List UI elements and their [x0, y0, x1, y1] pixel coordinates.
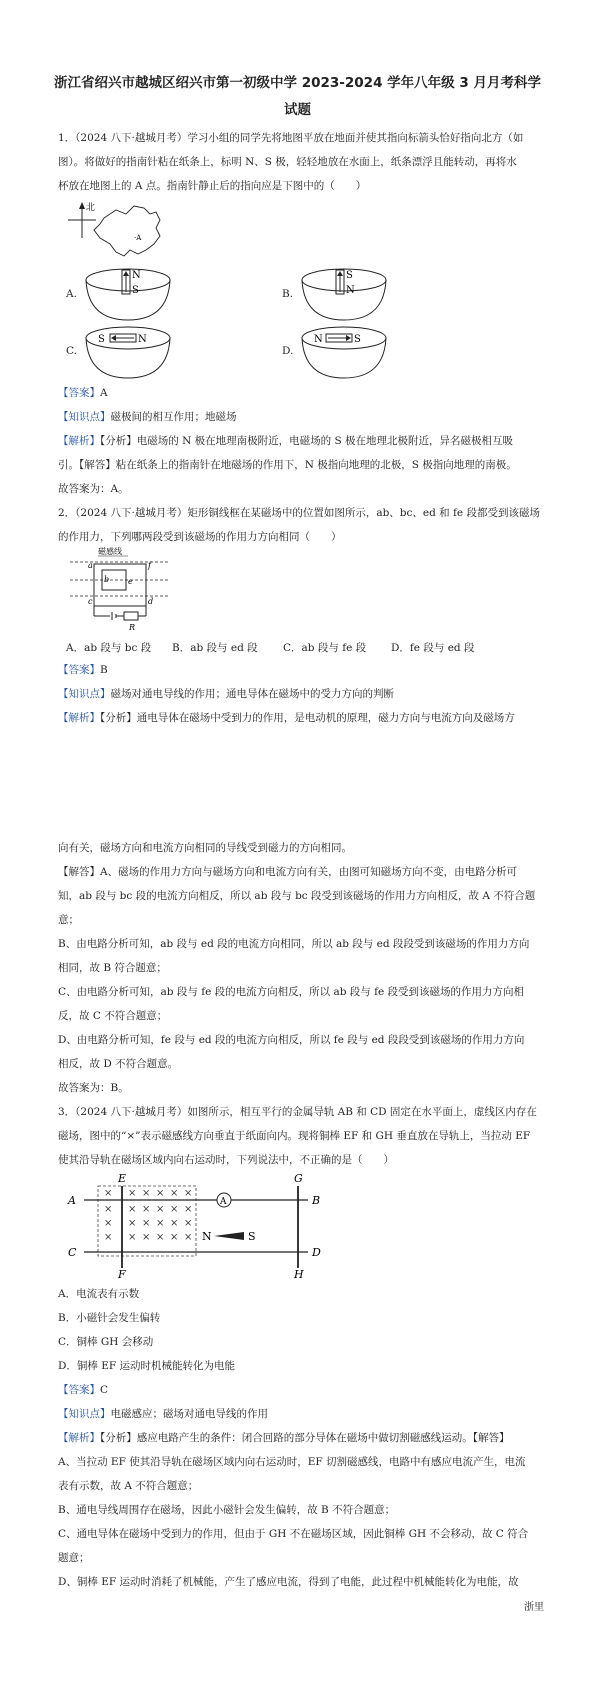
q2-analysis-cont9: D、由电路分析可知，fe 段与 ed 段的电流方向相反，所以 fe 段与 ed 段段受到该磁场的作用力方向 [58, 1034, 525, 1046]
q2-option-c[interactable]: C．ab 段与 fe 段 [283, 642, 367, 654]
q2-analysis-cont8: 反，故 C 不符合题意； [58, 1010, 168, 1022]
q3-answer: 【答案】C [58, 1384, 109, 1396]
svg-text:×: × [184, 1188, 193, 1199]
q3-option-b[interactable]: B．小磁针会发生偏转 [58, 1312, 161, 1324]
svg-text:×: × [156, 1218, 165, 1229]
q3-analysis-line6: 题意； [58, 1552, 90, 1564]
q1-answer: 【答案】A [58, 387, 108, 399]
page-footer: 浙里 [524, 1602, 544, 1613]
q3-analysis-line4: B、通电导线周围存在磁场，因此小磁针会发生偏转，故 B 不符合题意； [58, 1504, 396, 1516]
svg-text:a: a [88, 561, 93, 570]
svg-text:e: e [128, 577, 133, 586]
svg-text:磁感线: 磁感线 [98, 547, 122, 556]
q2-circuit-figure [66, 546, 176, 632]
svg-text:×: × [128, 1188, 137, 1199]
svg-text:×: × [170, 1218, 179, 1229]
svg-text:G: G [294, 1172, 303, 1185]
svg-text:d: d [148, 597, 154, 606]
svg-text:×: × [142, 1232, 151, 1243]
q2-stem-line2: 的作用力，下列哪两段受到该磁场的作用力方向相同（ ） [58, 531, 342, 543]
q2-option-a[interactable]: A．ab 段与 bc 段 [66, 642, 152, 654]
svg-text:×: × [156, 1232, 165, 1243]
north-label: 北 [86, 203, 96, 213]
q3-knowledge-point: 【知识点】电磁感应；磁场对通电导线的作用 [58, 1408, 268, 1420]
svg-text:×: × [142, 1218, 151, 1229]
q3-option-d[interactable]: D．铜棒 EF 运动时机械能转化为电能 [58, 1360, 236, 1372]
q2-knowledge-point: 【知识点】磁场对通电导线的作用；通电导体在磁场中的受力方向的判断 [58, 688, 394, 700]
svg-text:H: H [294, 1268, 304, 1278]
q3-stem-line3: 使其沿导轨在磁场区域内向右运动时，下列说法中，不正确的是（ ） [58, 1154, 394, 1166]
q1-option-b-label[interactable]: B. [282, 288, 294, 300]
q2-analysis-cont5: B、由电路分析可知，ab 段与 ed 段的电流方向相同，所以 ab 段与 ed 段段受到该磁场的作用力方向 [58, 938, 530, 950]
svg-text:S: S [354, 334, 361, 345]
q1-knowledge-point: 【知识点】磁极间的相互作用；地磁场 [58, 411, 237, 423]
q3-stem-line2: 磁场，图中的“×”表示磁感线方向垂直于纸面向内。现将铜棒 EF 和 GH 垂直放在导轨上，当拉动 EF [58, 1130, 531, 1142]
svg-text:×: × [128, 1218, 137, 1229]
q3-option-c[interactable]: C．铜棒 GH 会移动 [58, 1336, 154, 1348]
q1-analysis-line2: 引。【解答】粘在纸条上的指南针在地磁场的作用下，N 极指向地理的北极，S 极指向地理的南极。 [58, 459, 517, 471]
q1-option-a-label[interactable]: A. [66, 288, 77, 300]
svg-text:c: c [88, 597, 93, 606]
q1-option-b-bowl[interactable] [300, 266, 388, 322]
q2-analysis-cont6: 相同，故 B 符合题意； [58, 962, 167, 974]
q2-analysis-cont4: 意； [58, 914, 79, 926]
q2-analysis-cont2: 【解答】A、磁场的作用力方向与磁场方向和电流方向有关，由图可知磁场方向不变，由电路分析可 [58, 866, 518, 878]
svg-text:R: R [129, 623, 136, 632]
q3-analysis-line2: A、当拉动 EF 使其沿导轨在磁场区域内向右运动时，EF 切割磁感线，电路中有感应电流产生，电流 [58, 1456, 526, 1468]
q2-analysis-cont10: 相反，故 D 不符合题意。 [58, 1058, 179, 1070]
svg-text:S: S [132, 285, 139, 296]
svg-text:×: × [170, 1204, 179, 1215]
svg-text:N: N [346, 285, 355, 296]
svg-text:×: × [170, 1188, 179, 1199]
svg-text:C: C [68, 1246, 77, 1259]
page-title: 浙江省绍兴市越城区绍兴市第一初级中学 2023-2024 学年八年级 3 月月考科学 [54, 75, 541, 91]
q3-option-a[interactable]: A．电流表有示数 [58, 1288, 140, 1300]
svg-text:×: × [104, 1232, 113, 1243]
q3-analysis-line7: D、铜棒 EF 运动时消耗了机械能，产生了感应电流，得到了电能，此过程中机械能转化为电能，故 [58, 1576, 519, 1588]
svg-text:×: × [104, 1204, 113, 1215]
q2-option-d[interactable]: D．fe 段与 ed 段 [391, 642, 475, 654]
svg-text:N: N [138, 334, 147, 345]
svg-text:N: N [314, 334, 323, 345]
q3-analysis-line3: 表有示数，故 A 不符合题意； [58, 1480, 199, 1492]
q1-analysis-line1: 【解析】【分析】电磁场的 N 极在地理南极附近，电磁场的 S 极在地理北极附近，异名磁极相互吸 [58, 435, 513, 447]
svg-text:×: × [184, 1204, 193, 1215]
q1-map-figure [64, 200, 174, 262]
q1-option-d-label[interactable]: D. [282, 345, 294, 357]
svg-text:b: b [104, 575, 110, 584]
q2-analysis-cont7: C、由电路分析可知，ab 段与 fe 段的电流方向相反，所以 ab 段与 fe 段受到该磁场的作用力方向相 [58, 986, 525, 998]
svg-text:×: × [184, 1218, 193, 1229]
q3-analysis-line5: C、通电导体在磁场中受到力的作用，但由于 GH 不在磁场区域，因此铜棒 GH 不会移动，故 C 符合 [58, 1528, 529, 1540]
svg-text:D: D [312, 1246, 321, 1259]
svg-text:F: F [118, 1268, 126, 1278]
small-magnet-needle [214, 1232, 244, 1240]
q2-analysis-cont1: 向有关，磁场方向和电流方向相同的导线受到磁力的方向相同。 [58, 842, 352, 854]
svg-text:×: × [156, 1188, 165, 1199]
q1-stem-line3: 杯放在地图上的 A 点。指南针静止后的指向应是下图中的（ ） [58, 180, 367, 192]
q2-stem-line1: 2．（2024 八下·越城月考）矩形铜线框在某磁场中的位置如图所示，ab、bc、ed 和 fe 段都受到该磁场 [58, 507, 540, 519]
q1-analysis-line3: 故答案为：A。 [58, 483, 129, 495]
q1-option-a-bowl[interactable] [84, 266, 172, 322]
q1-stem-line2: 图）。将做好的指南针粘在纸条上，标明 N、S 极，轻轻地放在水面上，纸条漂浮且能转动，再将水 [58, 156, 517, 168]
svg-text:f: f [148, 561, 151, 570]
svg-text:×: × [104, 1218, 113, 1229]
svg-text:S: S [346, 270, 353, 281]
q1-option-c-bowl[interactable] [84, 324, 172, 380]
svg-text:×: × [128, 1204, 137, 1215]
svg-text:×: × [104, 1188, 113, 1199]
q1-option-c-label[interactable]: C. [66, 345, 77, 357]
svg-text:N: N [132, 270, 141, 281]
q1-stem-line1: 1．（2024 八下·越城月考）学习小组的同学先将地图平放在地面并使其指向标箭头恰好指向北方（如 [58, 132, 524, 144]
q3-stem-line1: 3．（2024 八下·越城月考）如图所示，相互平行的金属导轨 AB 和 CD 固定在水平面上，虚线区内存在 [58, 1106, 537, 1118]
svg-text:×: × [156, 1204, 165, 1215]
q3-rail-figure [64, 1172, 334, 1278]
svg-text:×: × [142, 1188, 151, 1199]
page-title-line2: 试题 [284, 102, 311, 118]
svg-text:N: N [202, 1230, 212, 1243]
q2-analysis-cont11: 故答案为：B。 [58, 1082, 129, 1094]
q2-analysis-line1: 【解析】【分析】通电导体在磁场中受到力的作用，是电动机的原理，磁力方向与电流方向及磁场方 [58, 712, 515, 724]
q2-option-b[interactable]: B．ab 段与 ed 段 [172, 642, 258, 654]
svg-text:E: E [118, 1172, 127, 1185]
svg-text:×: × [142, 1204, 151, 1215]
q2-answer: 【答案】B [58, 664, 108, 676]
svg-text:A: A [220, 1197, 227, 1207]
svg-text:B: B [312, 1194, 321, 1207]
svg-text:×: × [170, 1232, 179, 1243]
q1-option-d-bowl[interactable] [300, 324, 388, 380]
q3-analysis-line1: 【解析】【分析】感应电路产生的条件：闭合回路的部分导体在磁场中做切割磁感线运动。【解答】 [58, 1432, 510, 1444]
svg-text:×: × [128, 1232, 137, 1243]
svg-text:·A: ·A [134, 234, 142, 242]
svg-text:S: S [98, 334, 105, 345]
china-map-outline [94, 206, 160, 256]
svg-text:×: × [184, 1232, 193, 1243]
q2-analysis-cont3: 知，ab 段与 bc 段的电流方向相反，所以 ab 段与 bc 段受到该磁场的作用力方向相反，故 A 不符合题 [58, 890, 536, 902]
svg-text:A: A [68, 1194, 76, 1207]
svg-text:S: S [248, 1230, 256, 1243]
